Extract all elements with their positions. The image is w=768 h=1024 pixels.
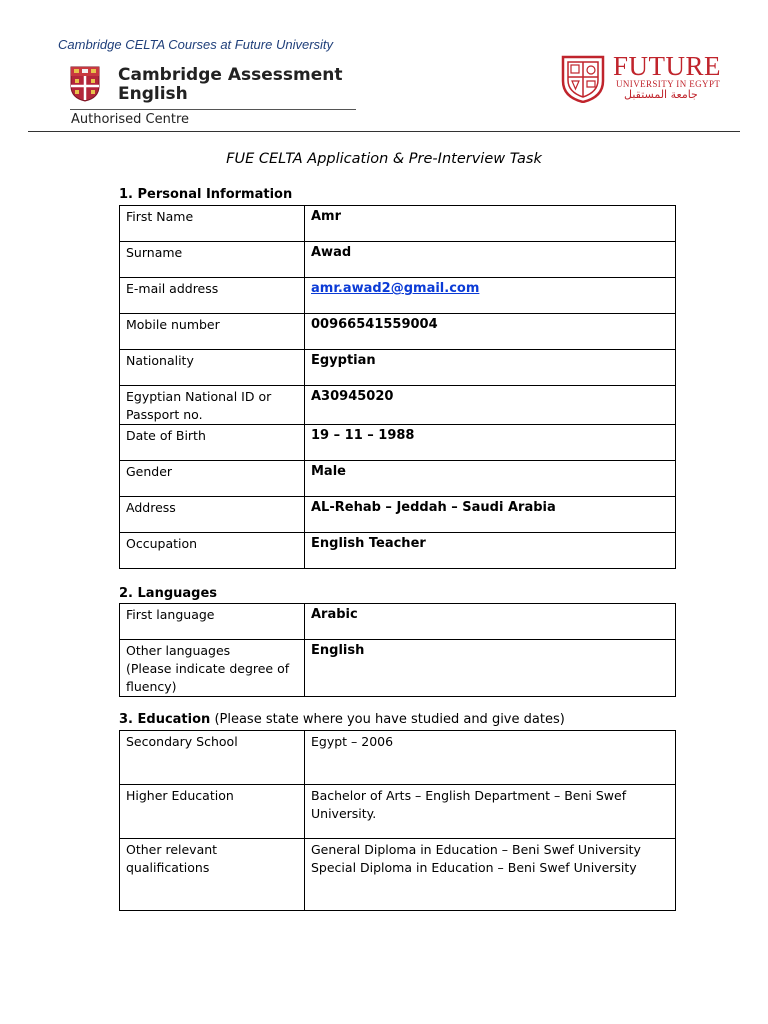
table-row [120,206,676,242]
cambridge-line1: Cambridge Assessment [118,65,343,85]
other-languages-value[interactable]: English [305,640,676,697]
document-title: FUE CELTA Application & Pre-Interview Task [226,151,542,167]
address-value[interactable]: AL-Rehab – Jeddah – Saudi Arabia [305,497,676,533]
cambridge-divider [70,109,356,110]
education-table [119,730,676,911]
future-university-arabic: جامعة المستقبل [624,88,698,101]
higher-education-label: Higher Education [120,785,305,839]
table-row [120,461,676,497]
cambridge-line2: English [118,84,188,104]
table-row [120,785,676,839]
table-row [120,839,676,911]
languages-table [119,603,676,697]
table-row [120,497,676,533]
other-qualifications-label-line2: qualifications [126,860,210,875]
national-id-value[interactable]: A30945020 [305,386,676,425]
other-languages-label-line2: (Please indicate degree of fluency) [126,661,290,694]
gender-label: Gender [120,461,305,497]
header-tagline: Cambridge CELTA Courses at Future University [58,37,334,52]
address-label: Address [120,497,305,533]
first-name-value[interactable]: Amr [305,206,676,242]
table-row [120,731,676,785]
future-university-name: FUTURE [613,51,722,81]
other-qualifications-label [120,839,305,911]
nationality-value[interactable]: Egyptian [305,350,676,386]
email-label: E-mail address [120,278,305,314]
other-qualifications-value[interactable] [305,839,676,911]
secondary-school-value[interactable]: Egypt – 2006 [305,731,676,785]
education-heading [119,712,565,727]
email-value-cell[interactable] [305,278,676,314]
table-row [120,533,676,569]
other-languages-label [120,640,305,697]
table-row [120,350,676,386]
date-of-birth-value[interactable]: 19 – 11 – 1988 [305,425,676,461]
mobile-label: Mobile number [120,314,305,350]
secondary-school-label: Secondary School [120,731,305,785]
languages-heading-text: 2. Languages [119,586,218,601]
future-university-subtitle: UNIVERSITY IN EGYPT [616,79,721,89]
higher-education-value[interactable]: Bachelor of Arts – English Department – Beni Swef University. [305,785,676,839]
education-heading-text: 3. Education [119,712,211,727]
first-language-value[interactable]: Arabic [305,604,676,640]
cambridge-shield-icon [70,66,100,102]
education-note: (Please state where you have studied and give dates) [214,712,565,727]
first-language-label: First language [120,604,305,640]
other-languages-label-line1: Other languages [126,643,231,658]
occupation-value[interactable]: English Teacher [305,533,676,569]
national-id-label: Egyptian National ID or Passport no. [120,386,305,425]
qualification-1: General Diploma in Education – Beni Swef University [311,842,641,857]
personal-info-table [119,205,676,569]
personal-info-heading [119,187,292,202]
personal-info-heading-text: 1. Personal Information [119,187,293,202]
mobile-value[interactable]: 00966541559004 [305,314,676,350]
email-link[interactable]: amr.awad2@gmail.com [311,281,480,296]
qualification-2: Special Diploma in Education – Beni Swef University [311,860,637,875]
table-row [120,640,676,697]
table-row [120,425,676,461]
other-qualifications-label-line1: Other relevant [126,842,218,857]
header-rule [28,131,740,132]
first-name-label: First Name [120,206,305,242]
future-university-shield-icon [560,55,606,103]
table-row [120,314,676,350]
cambridge-logo-text [118,66,342,104]
table-row [120,604,676,640]
authorised-centre-label: Authorised Centre [71,112,190,127]
table-row [120,386,676,425]
nationality-label: Nationality [120,350,305,386]
surname-label: Surname [120,242,305,278]
table-row [120,278,676,314]
table-row [120,242,676,278]
languages-heading [119,586,217,601]
occupation-label: Occupation [120,533,305,569]
surname-value[interactable]: Awad [305,242,676,278]
date-of-birth-label: Date of Birth [120,425,305,461]
gender-value[interactable]: Male [305,461,676,497]
